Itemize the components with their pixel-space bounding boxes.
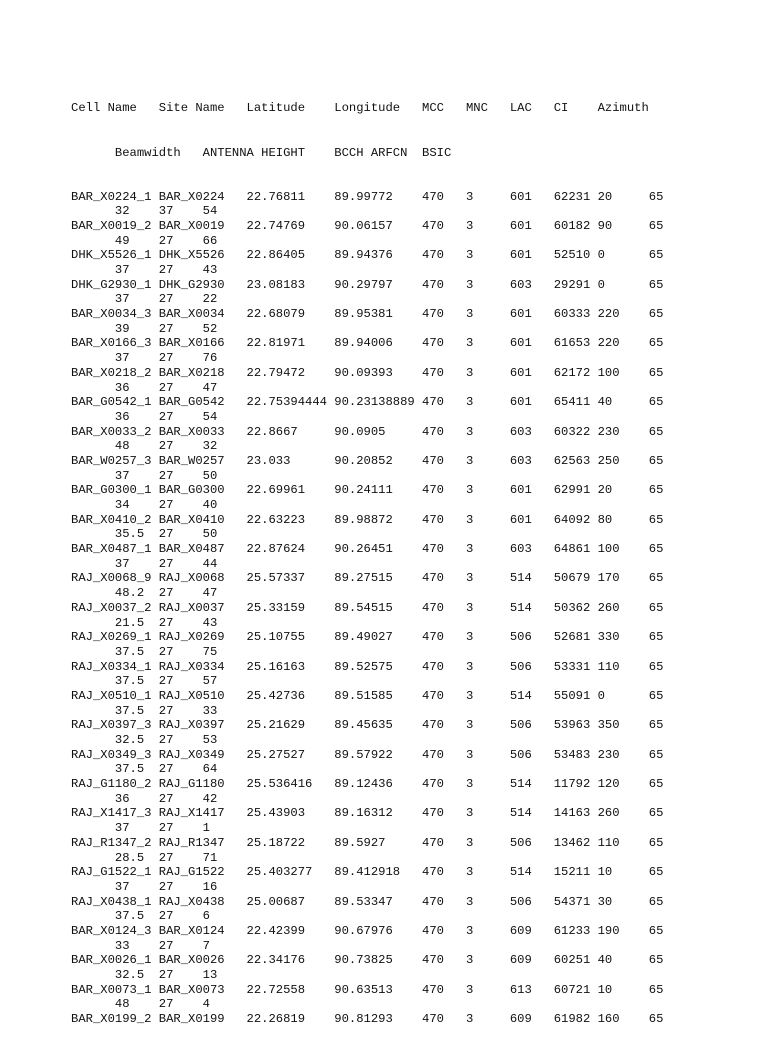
table-row-continuation: 21.5 27 43 <box>71 615 218 630</box>
table-row: RAJ_G1522_1 RAJ_G1522 25.403277 89.412918 470 3 514 15211 10 65 <box>71 865 664 880</box>
table-row-continuation: 36 27 42 <box>71 791 218 806</box>
table-row-continuation: 37.5 27 75 <box>71 644 218 659</box>
table-row-continuation: 37 27 1 <box>71 821 210 836</box>
table-row-continuation: 32.5 27 13 <box>71 968 218 983</box>
table-row: BAR_X0026_1 BAR_X0026 22.34176 90.73825 470 3 609 60251 40 65 <box>71 953 664 968</box>
table-row: BAR_X0224_1 BAR_X0224 22.76811 89.99772 470 3 601 62231 20 65 <box>71 189 664 204</box>
header-line-2: Beamwidth ANTENNA HEIGHT BCCH ARFCN BSIC <box>71 145 452 160</box>
table-row-continuation: 36 27 47 <box>71 380 218 395</box>
table-row: BAR_X0199_2 BAR_X0199 22.26819 90.81293 470 3 609 61982 160 65 <box>71 1012 664 1027</box>
table-row-continuation: 37 27 16 <box>71 879 218 894</box>
data-rows <box>71 190 663 1027</box>
table-row: RAJ_X0349_3 RAJ_X0349 25.27527 89.57922 470 3 506 53483 230 65 <box>71 747 664 762</box>
table-row: BAR_X0124_3 BAR_X0124 22.42399 90.67976 470 3 609 61233 190 65 <box>71 923 664 938</box>
table-row: RAJ_R1347_2 RAJ_R1347 25.18722 89.5927 470 3 506 13462 110 65 <box>71 835 664 850</box>
table-row-continuation: 32 37 54 <box>71 204 218 219</box>
table-row-continuation: 37.5 27 33 <box>71 703 218 718</box>
table-row: BAR_G0300_1 BAR_G0300 22.69961 90.24111 470 3 601 62991 20 65 <box>71 483 664 498</box>
table-row: BAR_X0166_3 BAR_X0166 22.81971 89.94006 470 3 601 61653 220 65 <box>71 336 664 351</box>
table-row-continuation: 34 27 40 <box>71 498 218 513</box>
table-row: DHK_X5526_1 DHK_X5526 22.86405 89.94376 470 3 601 52510 0 65 <box>71 248 664 263</box>
cell-site-document <box>71 72 663 1041</box>
table-row-continuation: 48 27 4 <box>71 997 210 1012</box>
table-row: BAR_W0257_3 BAR_W0257 23.033 90.20852 470 3 603 62563 250 65 <box>71 453 664 468</box>
table-row: BAR_G0542_1 BAR_G0542 22.75394444 90.23138889 470 3 601 65411 40 65 <box>71 395 664 410</box>
table-row: RAJ_X0438_1 RAJ_X0438 25.00687 89.53347 470 3 506 54371 30 65 <box>71 894 664 909</box>
table-row-continuation: 49 27 66 <box>71 233 218 248</box>
table-row-continuation: 28.5 27 71 <box>71 850 218 865</box>
header-line-1: Cell Name Site Name Latitude Longitude MCC MNC LAC CI Azimuth <box>71 101 649 116</box>
table-row-continuation: 48 27 32 <box>71 439 218 454</box>
table-row: BAR_X0019_2 BAR_X0019 22.74769 90.06157 470 3 601 60182 90 65 <box>71 218 664 233</box>
table-row-continuation: 37.5 27 57 <box>71 674 218 689</box>
table-row: BAR_X0073_1 BAR_X0073 22.72558 90.63513 470 3 613 60721 10 65 <box>71 982 664 997</box>
table-row: BAR_X0410_2 BAR_X0410 22.63223 89.98872 470 3 601 64092 80 65 <box>71 512 664 527</box>
table-row: RAJ_X1417_3 RAJ_X1417 25.43903 89.16312 470 3 514 14163 260 65 <box>71 806 664 821</box>
table-row: RAJ_X0334_1 RAJ_X0334 25.16163 89.52575 470 3 506 53331 110 65 <box>71 659 664 674</box>
table-row: RAJ_X0037_2 RAJ_X0037 25.33159 89.54515 470 3 514 50362 260 65 <box>71 600 664 615</box>
table-row: DHK_G2930_1 DHK_G2930 23.08183 90.29797 470 3 603 29291 0 65 <box>71 277 664 292</box>
table-row: BAR_X0033_2 BAR_X0033 22.8667 90.0905 470 3 603 60322 230 65 <box>71 424 664 439</box>
table-row-continuation: 37 27 43 <box>71 263 218 278</box>
table-row: RAJ_X0510_1 RAJ_X0510 25.42736 89.51585 470 3 514 55091 0 65 <box>71 688 664 703</box>
table-row-continuation: 36 27 54 <box>71 409 218 424</box>
table-row-continuation: 39 27 52 <box>71 321 218 336</box>
table-row: BAR_X0218_2 BAR_X0218 22.79472 90.09393 470 3 601 62172 100 65 <box>71 365 664 380</box>
table-row-continuation: 32.5 27 53 <box>71 733 218 748</box>
table-row: RAJ_X0269_1 RAJ_X0269 25.10755 89.49027 470 3 506 52681 330 65 <box>71 630 664 645</box>
table-row-continuation: 35.5 27 50 <box>71 527 218 542</box>
table-row-continuation: 33 27 7 <box>71 938 210 953</box>
table-row-continuation: 37 27 44 <box>71 556 218 571</box>
table-row: RAJ_X0397_3 RAJ_X0397 25.21629 89.45635 470 3 506 53963 350 65 <box>71 718 664 733</box>
table-row-continuation: 37 27 22 <box>71 292 218 307</box>
table-row-continuation: 37 27 50 <box>71 468 218 483</box>
table-row: BAR_X0034_3 BAR_X0034 22.68079 89.95381 470 3 601 60333 220 65 <box>71 307 664 322</box>
table-row-continuation: 48.2 27 47 <box>71 586 218 601</box>
table-row: RAJ_X0068_9 RAJ_X0068 25.57337 89.27515 470 3 514 50679 170 65 <box>71 571 664 586</box>
table-row-continuation: 37.5 27 6 <box>71 909 210 924</box>
table-row-continuation: 37.5 27 64 <box>71 762 218 777</box>
table-row: RAJ_G1180_2 RAJ_G1180 25.536416 89.12436 470 3 514 11792 120 65 <box>71 777 664 792</box>
table-row-continuation: 37 27 76 <box>71 351 218 366</box>
table-row: BAR_X0487_1 BAR_X0487 22.87624 90.26451 470 3 603 64861 100 65 <box>71 542 664 557</box>
